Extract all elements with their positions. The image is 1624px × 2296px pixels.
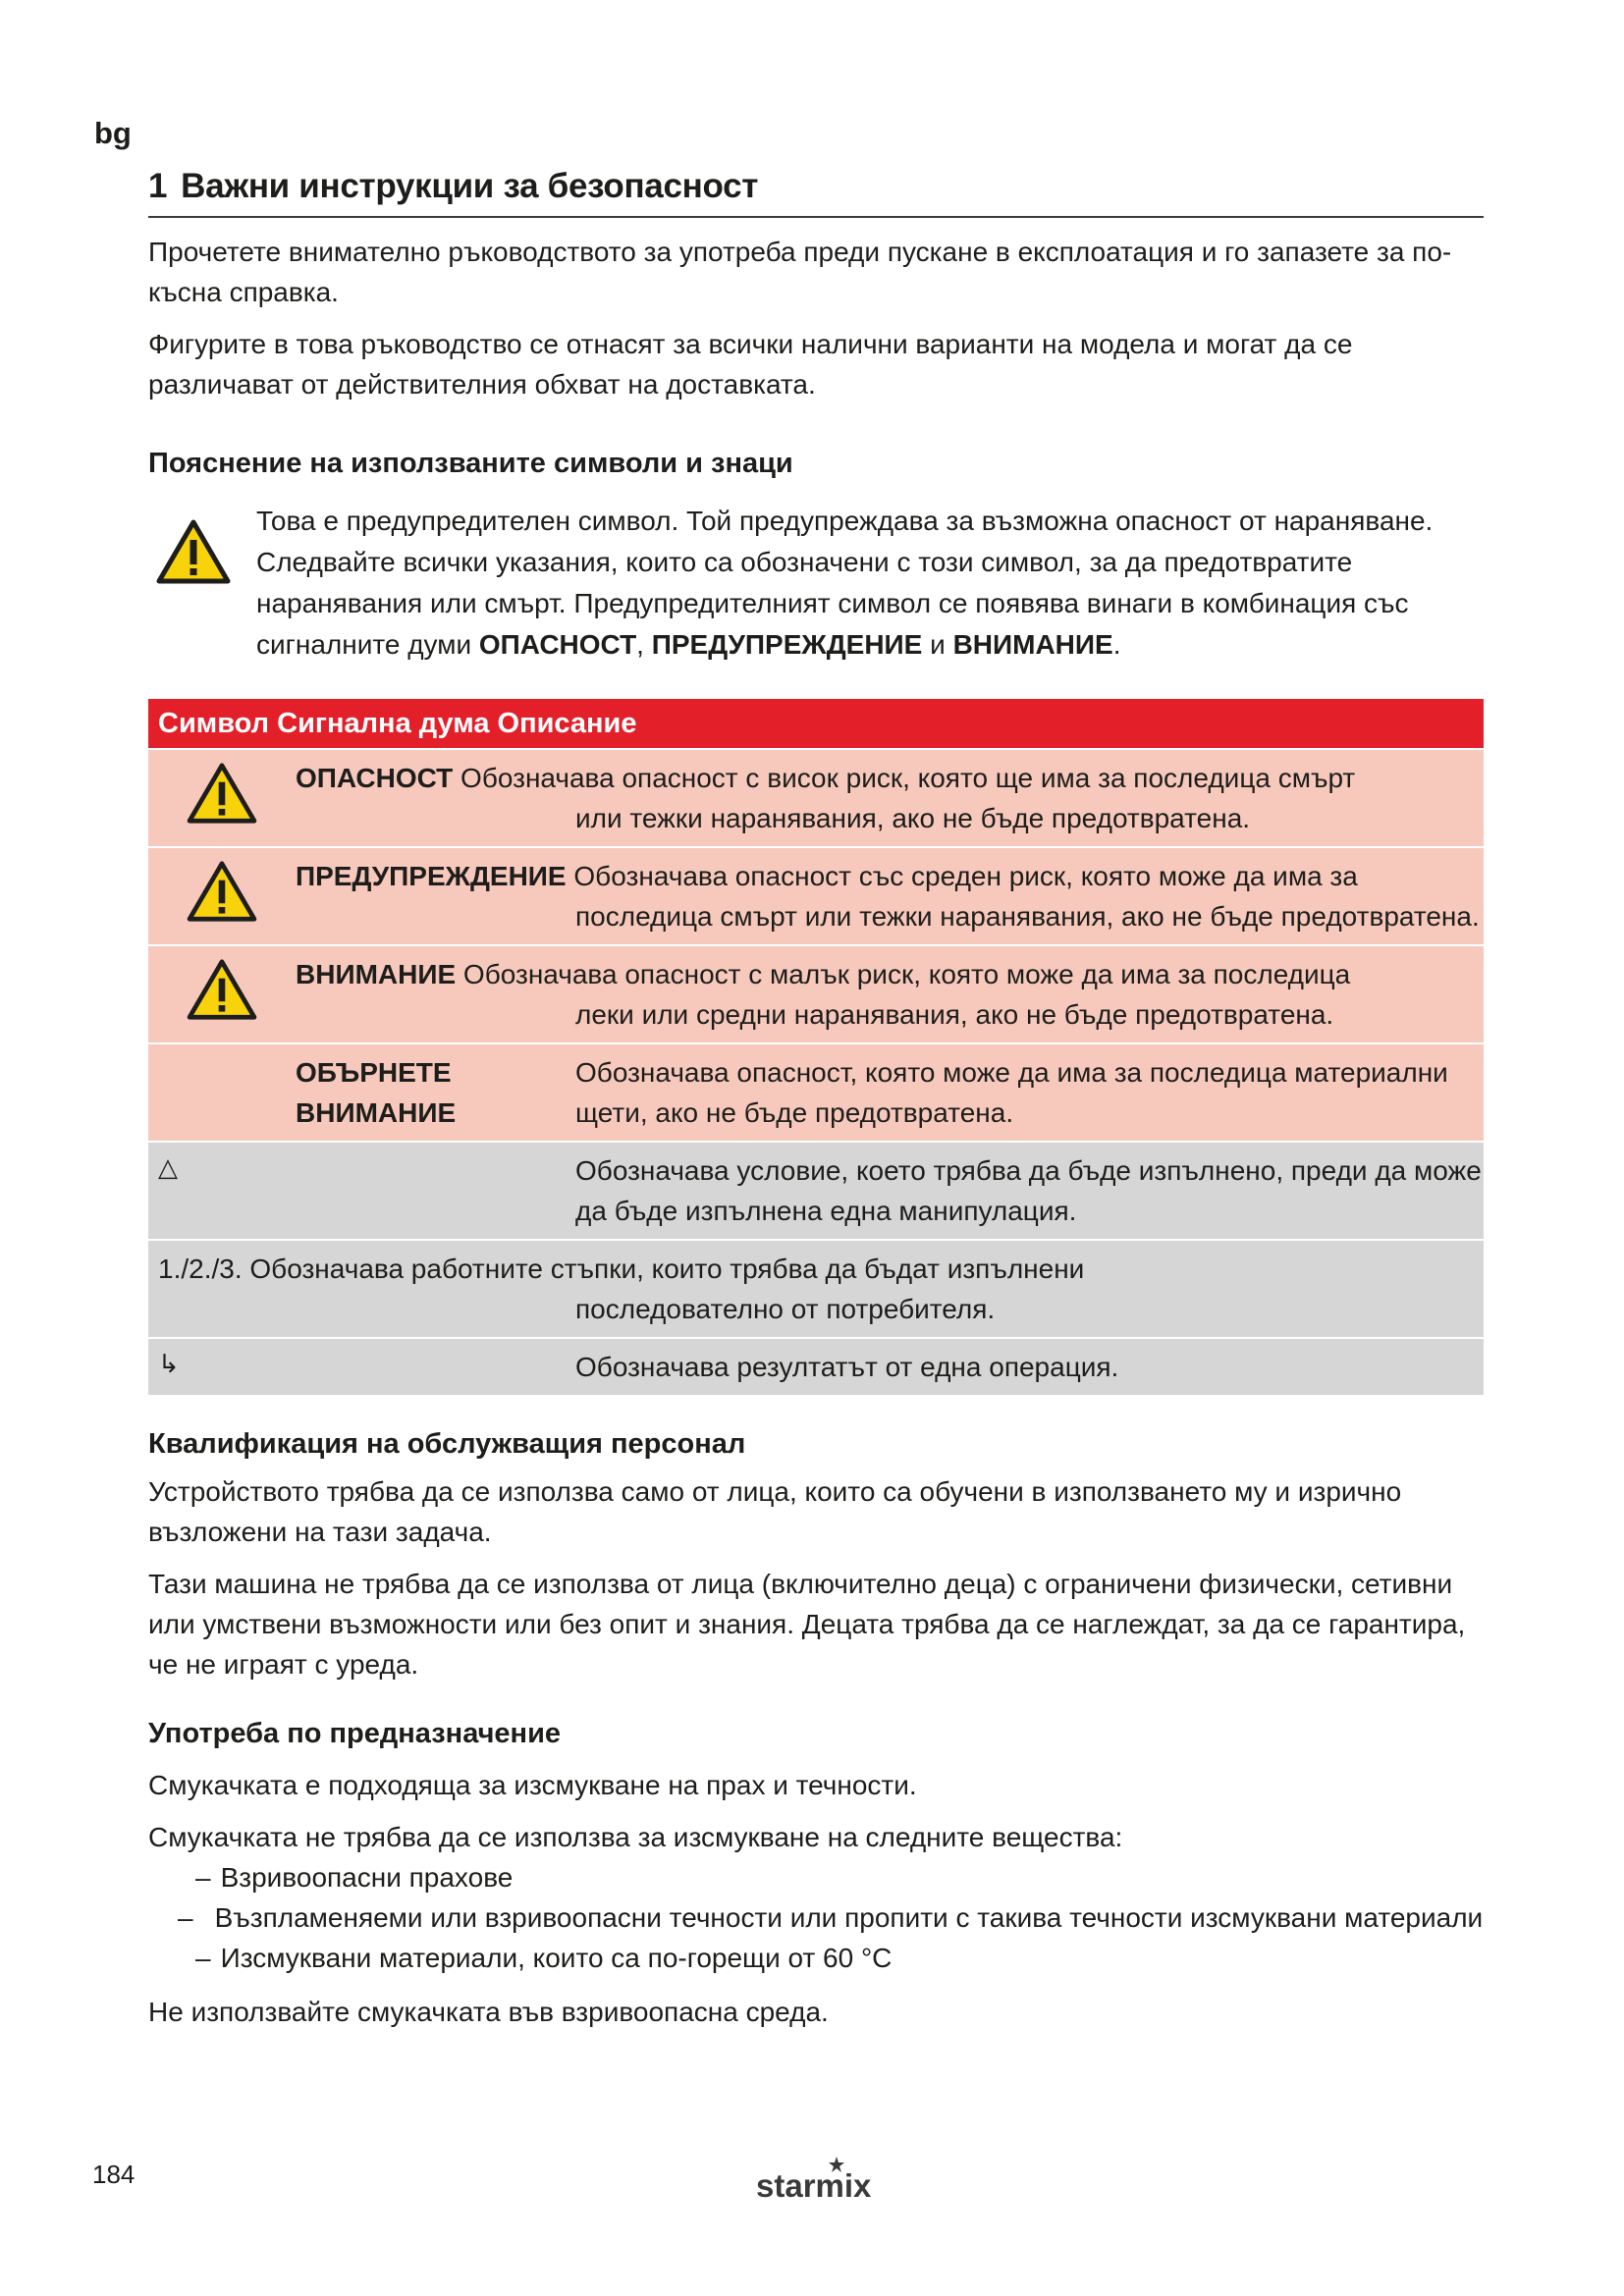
intended-use-heading: Употреба по предназначение xyxy=(148,1718,562,1749)
warning-triangle-icon xyxy=(148,856,296,936)
signal-word-caution: ВНИМАНИЕ xyxy=(952,629,1113,660)
language-code: bg xyxy=(94,116,132,150)
logo-wordmark: starmix xyxy=(756,2167,872,2204)
page-content xyxy=(148,167,1484,2032)
list-item: – Изсмуквани материали, които са по-горещи от 60 °C xyxy=(195,1943,893,1973)
warning-triangle-icon xyxy=(148,954,296,1035)
section-title-text: Важни инструкции за безопасност xyxy=(181,167,759,205)
table-row: ↳ Обозначава резултатът от една операция. xyxy=(148,1339,1484,1397)
intro-paragraph-1: Прочетете внимателно ръководството за употреба преди пускане в експлоатация и го запазете за по-късна справка. xyxy=(148,237,1452,307)
symbols-heading: Пояснение на използваните символи и знаци xyxy=(148,448,793,479)
symbols-table xyxy=(148,699,1484,1397)
qualification-heading: Квалификация на обслужващия персонал xyxy=(148,1428,746,1460)
signal-word-warning: ПРЕДУПРЕЖДЕНИЕ xyxy=(651,629,923,660)
table-row: ОПАСНОСТ Обозначава опасност с висок риск, която ще има за последица смърт или тежки наранявания, ако не бъде предотвратена. xyxy=(148,750,1484,848)
intended-use-paragraph-3: Не използвайте смукачката във взривоопасна среда. xyxy=(148,1997,829,2027)
page-number: 184 xyxy=(92,2160,135,2189)
warning-note xyxy=(148,501,1484,666)
starmix-logo xyxy=(754,2156,882,2205)
table-row: 1./2./3. Обозначава работните стъпки, които трябва да бъдат изпълнени последователно от потребителя. xyxy=(148,1241,1484,1339)
table-row: ОБЪРНЕТЕ ВНИМАНИЕ Обозначава опасност, която може да има за последица материални щети, ако не бъде предотвратена. xyxy=(148,1044,1484,1143)
signal-word-danger: ОПАСНОСТ xyxy=(478,629,637,660)
list-item: – Възпламеняеми или взривоопасни течности или пропити с такива течности изсмуквани материали xyxy=(178,1902,1484,1933)
signal-word: ОПАСНОСТ xyxy=(296,763,454,793)
table-row: △ Обозначава условие, което трябва да бъде изпълнено, преди да може да бъде изпълнена една манипулация. xyxy=(148,1143,1484,1241)
signal-word: ОБЪРНЕТЕ ВНИМАНИЕ xyxy=(296,1057,457,1128)
prohibited-list xyxy=(148,1857,1484,1978)
section-number: 1 xyxy=(148,167,168,205)
intro-paragraph-2: Фигурите в това ръководство се отнасят за всички налични варианти на модела и могат да се различават от действителния обхват на доставката. xyxy=(148,329,1353,400)
intended-use-paragraph-2: Смукачката не трябва да се използва за изсмукване на следните вещества: xyxy=(148,1822,1123,1852)
signal-word: ПРЕДУПРЕЖДЕНИЕ xyxy=(296,861,567,891)
triangle-outline-icon: △ xyxy=(158,1152,178,1182)
table-header: Символ Сигнална дума Описание xyxy=(148,699,1484,750)
warning-triangle-icon xyxy=(148,758,296,838)
table-row: ПРЕДУПРЕЖДЕНИЕ Обозначава опасност със среден риск, която може да има за последица смърт или тежки наранявания, ако не бъде предотвратена. xyxy=(148,848,1484,946)
warning-triangle-icon xyxy=(148,501,256,666)
list-item: – Взривоопасни прахове xyxy=(195,1862,514,1893)
signal-word: ВНИМАНИЕ xyxy=(296,959,457,989)
table-row: ВНИМАНИЕ Обозначава опасност с малък риск, която може да има за последица леки или средни наранявания, ако не бъде предотвратена. xyxy=(148,946,1484,1044)
qualification-paragraph-1: Устройството трябва да се използва само от лица, които са обучени в използването му и изрично възложени на тази задача. xyxy=(148,1476,1402,1547)
intended-use-paragraph-1: Смукачката е подходяща за изсмукване на прах и течности. xyxy=(148,1770,917,1800)
result-arrow-icon: ↳ xyxy=(158,1349,180,1378)
warning-note-text: Това е предупредителен символ. Той предупреждава за възможна опасност от нараняване. Следвайте всички указания, които са обозначени с този символ, за да предотвратите наранявания или смърт. Предупредителният символ се появява винаги в комбинация със сигналните думи ОПАСНОСТ, ПРЕДУПРЕЖДЕНИЕ и ВНИМАНИЕ. xyxy=(256,506,1434,660)
qualification-paragraph-2: Тази машина не трябва да се използва от лица (включително деца) с ограничени физически, сетивни или умствени възможности или без опит и знания. Децата трябва да се наглеждат, за да се гарантира, че не играят с уреда. xyxy=(148,1569,1466,1680)
section-title xyxy=(148,167,1484,218)
